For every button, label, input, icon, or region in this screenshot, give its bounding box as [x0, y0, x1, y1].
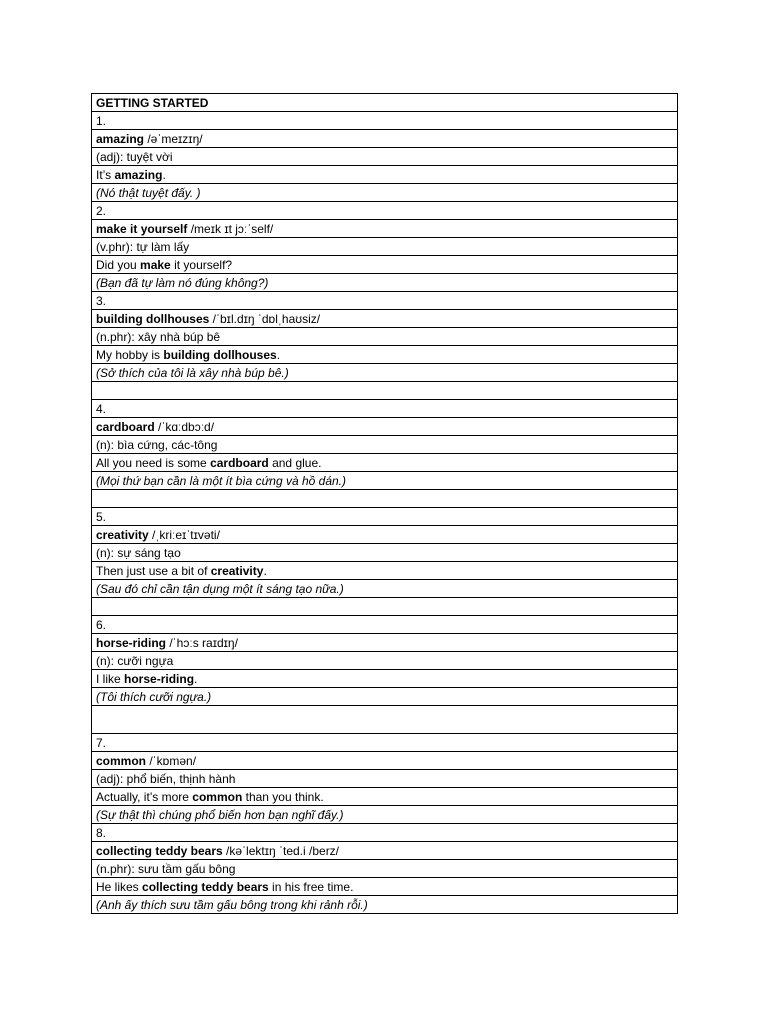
table-cell [92, 562, 678, 580]
vocab-word: amazing [96, 131, 145, 146]
row-text: (n): cưỡi ngựa [96, 653, 174, 668]
sentence-text-before: It’s [96, 167, 115, 182]
section-heading: GETTING STARTED [96, 95, 209, 110]
table-cell [92, 112, 678, 130]
example-sentence-row [92, 256, 678, 274]
empty-row [92, 382, 678, 400]
table-cell [92, 238, 678, 256]
vocab-pronunciation: /ˈbɪl.dɪŋ ˈdɒlˌhaʊsiz/ [209, 311, 321, 326]
table-cell [92, 148, 678, 166]
table-row [92, 238, 678, 256]
sentence-text-before: He likes [96, 879, 143, 894]
table-cell [92, 310, 678, 328]
sentence-text-after: in his free time. [268, 879, 354, 894]
translation-row [92, 472, 678, 490]
table-row [92, 544, 678, 562]
example-sentence-row [92, 454, 678, 472]
sentence-translation: (Mọi thứ bạn cần là một ít bìa cứng và hồ dán.) [96, 473, 347, 488]
table-row [92, 652, 678, 670]
sentence-highlight: collecting teddy bears [142, 879, 269, 894]
table-row [92, 148, 678, 166]
table-cell [92, 436, 678, 454]
sentence-highlight: amazing [114, 167, 163, 182]
translation-row [92, 274, 678, 292]
sentence-highlight: horse-riding [124, 671, 195, 686]
table-cell [92, 580, 678, 598]
row-text: (n.phr): sưu tầm gấu bông [96, 861, 236, 876]
empty-row [92, 490, 678, 508]
sentence-translation: (Bạn đã tự làm nó đúng không?) [96, 275, 269, 290]
sentence-text-before: All you need is some [96, 455, 211, 470]
table-cell [92, 130, 678, 148]
vocab-word: collecting teddy bears [96, 843, 223, 858]
table-row [92, 860, 678, 878]
translation-row [92, 184, 678, 202]
example-sentence-row [92, 788, 678, 806]
table-row [92, 770, 678, 788]
sentence-highlight: cardboard [210, 455, 269, 470]
sentence-text-after: . [263, 563, 267, 578]
vocab-word: common [96, 753, 147, 768]
sentence-text-after: than you think. [242, 789, 324, 804]
example-sentence-row [92, 346, 678, 364]
table-row [92, 508, 678, 526]
table-cell [92, 382, 678, 400]
table-cell [92, 706, 678, 734]
empty-row [92, 706, 678, 734]
translation-row [92, 688, 678, 706]
sentence-translation: (Anh ấy thích sưu tầm gấu bông trong khi rảnh rỗi.) [96, 897, 368, 912]
row-text: 6. [96, 617, 107, 632]
table-cell [92, 274, 678, 292]
table-cell [92, 598, 678, 616]
sentence-highlight: building dollhouses [163, 347, 277, 362]
table-cell [92, 292, 678, 310]
row-text: (n): sự sáng tạo [96, 545, 181, 560]
table-cell [92, 806, 678, 824]
row-text: 5. [96, 509, 107, 524]
row-text: 4. [96, 401, 107, 416]
table-cell [92, 166, 678, 184]
table-row [92, 112, 678, 130]
vocab-pronunciation: /ˈkɑːdbɔːd/ [154, 419, 215, 434]
sentence-translation: (Tôi thích cưỡi ngựa.) [96, 689, 212, 704]
sentence-translation: (Nó thật tuyệt đấy. ) [96, 185, 201, 200]
table-cell [92, 256, 678, 274]
row-text: (n.phr): xây nhà búp bê [96, 329, 221, 344]
table-cell [92, 400, 678, 418]
vocab-term-row [92, 310, 678, 328]
table-row [92, 734, 678, 752]
translation-row [92, 806, 678, 824]
vocab-term-row [92, 842, 678, 860]
table-cell [92, 652, 678, 670]
row-text: 3. [96, 293, 107, 308]
table-cell [92, 526, 678, 544]
vocab-term-row [92, 634, 678, 652]
row-text: (v.phr): tự làm lấy [96, 239, 190, 254]
vocab-pronunciation: /ˈhɔːs raɪdɪŋ/ [166, 635, 238, 650]
table-row [92, 616, 678, 634]
sentence-text-before: Did you [96, 257, 141, 272]
vocab-word: horse-riding [96, 635, 167, 650]
vocab-pronunciation: /ˌkriːeɪˈtɪvəti/ [148, 527, 220, 542]
table-cell [92, 860, 678, 878]
example-sentence-row [92, 562, 678, 580]
example-sentence-row [92, 878, 678, 896]
vocab-pronunciation: /kəˈlektɪŋ ˈted.i /berz/ [222, 843, 340, 858]
vocab-term-row [92, 130, 678, 148]
vocabulary-table [91, 93, 678, 914]
vocab-word: creativity [96, 527, 149, 542]
table-cell [92, 824, 678, 842]
table-row [92, 824, 678, 842]
row-text: 1. [96, 113, 107, 128]
sentence-text-after: and glue. [268, 455, 322, 470]
table-cell [92, 634, 678, 652]
heading-row [92, 94, 678, 112]
table-cell [92, 202, 678, 220]
sentence-text-after: it yourself? [170, 257, 233, 272]
sentence-translation: (Sau đó chỉ cần tận dụng một ít sáng tạo nữa.) [96, 581, 344, 596]
table-cell [92, 842, 678, 860]
table-cell [92, 788, 678, 806]
sentence-text-after: . [194, 671, 198, 686]
vocab-pronunciation: /meɪk ɪt jɔːˈself/ [187, 221, 274, 236]
table-cell [92, 734, 678, 752]
table-cell [92, 346, 678, 364]
table-cell [92, 490, 678, 508]
table-cell [92, 670, 678, 688]
vocab-word: make it yourself [96, 221, 188, 236]
table-cell [92, 878, 678, 896]
empty-row [92, 598, 678, 616]
row-text: (adj): tuyệt vời [96, 149, 173, 164]
table-cell [92, 770, 678, 788]
table-row [92, 202, 678, 220]
example-sentence-row [92, 166, 678, 184]
vocab-word: cardboard [96, 419, 155, 434]
table-row [92, 292, 678, 310]
table-cell [92, 328, 678, 346]
table-cell [92, 364, 678, 382]
table-cell [92, 616, 678, 634]
translation-row [92, 896, 678, 914]
row-text: 8. [96, 825, 107, 840]
sentence-translation: (Sự thật thì chúng phổ biến hơn bạn nghĩ đấy.) [96, 807, 344, 822]
vocabulary-table-body [92, 94, 678, 914]
table-row [92, 436, 678, 454]
table-cell [92, 508, 678, 526]
table-cell [92, 688, 678, 706]
table-cell [92, 418, 678, 436]
sentence-text-before: My hobby is [96, 347, 164, 362]
table-cell [92, 896, 678, 914]
vocab-term-row [92, 418, 678, 436]
vocab-pronunciation: /əˈmeɪzɪŋ/ [144, 131, 203, 146]
sentence-text-before: Then just use a bit of [96, 563, 211, 578]
example-sentence-row [92, 670, 678, 688]
translation-row [92, 364, 678, 382]
table-row [92, 328, 678, 346]
row-text: 2. [96, 203, 107, 218]
translation-row [92, 580, 678, 598]
row-text: 7. [96, 735, 107, 750]
sentence-text-before: I like [96, 671, 125, 686]
row-text: (adj): phổ biến, thịnh hành [96, 771, 236, 786]
table-cell [92, 472, 678, 490]
sentence-text-before: Actually, it’s more [96, 789, 193, 804]
sentence-highlight: common [192, 789, 243, 804]
sentence-highlight: creativity [210, 563, 264, 578]
sentence-translation: (Sở thích của tôi là xây nhà búp bê.) [96, 365, 289, 380]
table-cell [92, 544, 678, 562]
table-cell [92, 752, 678, 770]
vocab-term-row [92, 220, 678, 238]
heading-cell [92, 94, 678, 112]
vocab-term-row [92, 752, 678, 770]
table-row [92, 400, 678, 418]
vocab-term-row [92, 526, 678, 544]
sentence-text-after: . [162, 167, 166, 182]
table-cell [92, 220, 678, 238]
row-text: (n): bìa cứng, các-tông [96, 437, 218, 452]
sentence-text-after: . [276, 347, 281, 362]
sentence-highlight: make [140, 257, 171, 272]
table-cell [92, 184, 678, 202]
vocab-word: building dollhouses [96, 311, 210, 326]
table-cell [92, 454, 678, 472]
vocab-pronunciation: /ˈkɒmən/ [146, 753, 197, 768]
